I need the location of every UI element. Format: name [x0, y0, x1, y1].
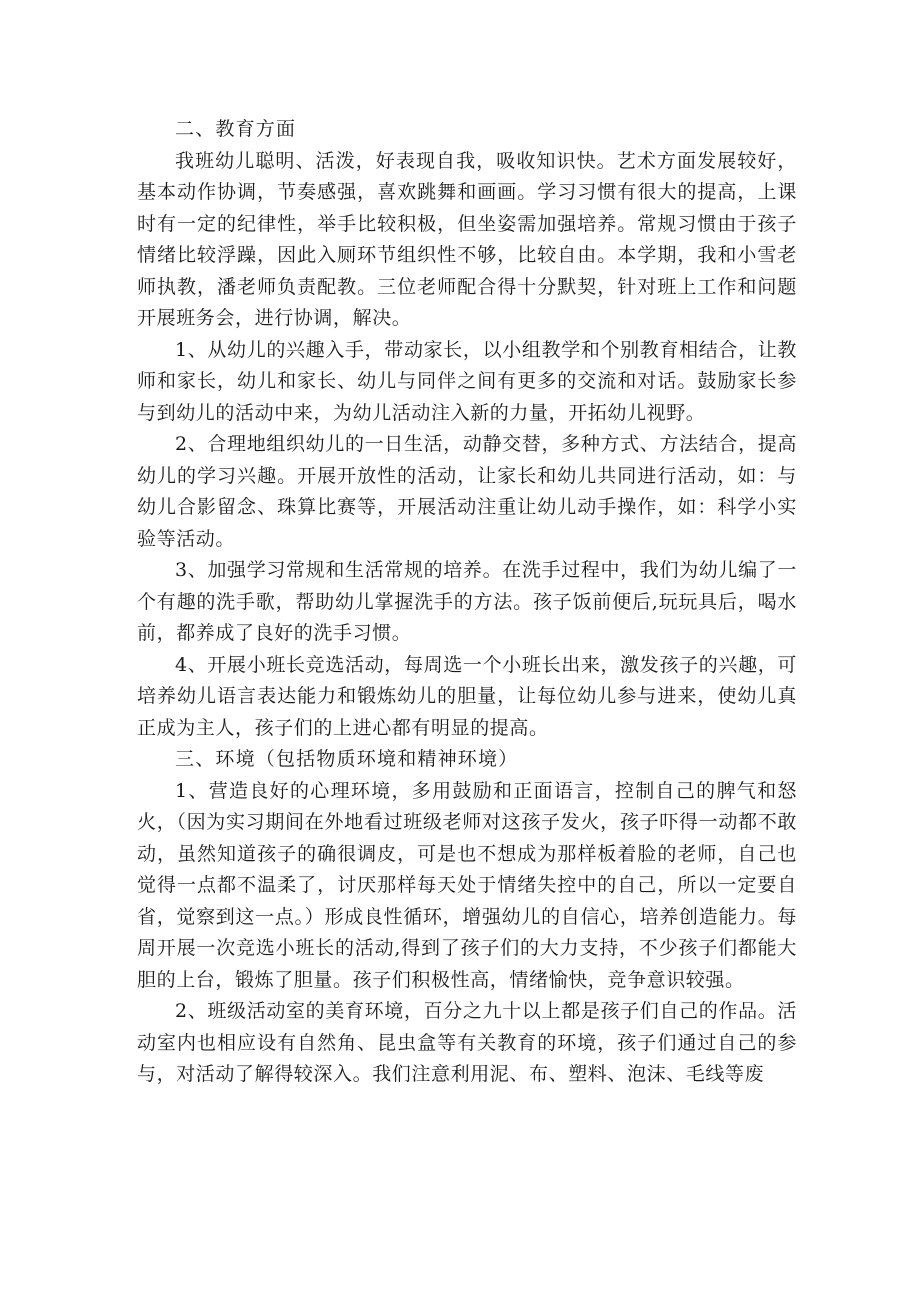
paragraph-item-4: 4、开展小班长竞选活动，每周选一个小班长出来，激发孩子的兴趣，可培养幼儿语言表达能力和锻炼幼儿的胆量，让每位幼儿参与进来，使幼儿真正成为主人，孩子们的上进心都有明显的提高。 [137, 653, 797, 739]
paragraph-item-3: 3、加强学习常规和生活常规的培养。在洗手过程中，我们为幼儿编了一个有趣的洗手歌，帮助幼儿掌握洗手的方法。孩子饭前便后,玩玩具后，喝水前，都养成了良好的洗手习惯。 [137, 559, 797, 644]
paragraph-env-item-2: 2、班级活动室的美育环境，百分之九十以上都是孩子们自己的作品。活动室内也相应设有自然角、昆虫盒等有关教育的环境，孩子们通过自己的参与，对活动了解得较深入。我们注意利用泥、布、塑料、泡沫、毛线等废 [137, 1000, 797, 1085]
document-body [137, 114, 797, 1091]
paragraph-class-overview: 我班幼儿聪明、活泼，好表现自我，吸收知识快。艺术方面发展较好，基本动作协调，节奏感强，喜欢跳舞和画画。学习习惯有很大的提高，上课时有一定的纪律性，举手比较积极，但坐姿需加强培养。常规习惯由于孩子情绪比较浮躁，因此入厕环节组织性不够，比较自由。本学期，我和小雪老师执教，潘老师负责配教。三位老师配合得十分默契，针对班上工作和问题开展班务会，进行协调，解决。 [137, 149, 797, 329]
section-heading-environment: 三、环境（包括物质环境和精神环境） [175, 748, 519, 770]
paragraph-item-2: 2、合理地组织幼儿的一日生活，动静交替，多种方式、方法结合，提高幼儿的学习兴趣。开展开放性的活动，让家长和幼儿共同进行活动，如：与幼儿合影留念、珠算比赛等，开展活动注重让幼儿动手操作，如：科学小实验等活动。 [137, 433, 797, 550]
paragraph-env-item-1: 1、营造良好的心理环境，多用鼓励和正面语言，控制自己的脾气和怒火，（因为实习期间在外地看过班级老师对这孩子发火，孩子吓得一动都不敢动，虽然知道孩子的确很调皮，可是也不想成为那样板着脸的老师，自己也觉得一点都不温柔了，讨厌那样每天处于情绪失控中的自己，所以一定要自省，觉察到这一点。）形成良性循环，增强幼儿的自信心，培养创造能力。每周开展一次竞选小班长的活动,得到了孩子们的大力支持，不少孩子们都能大胆的上台，锻炼了胆量。孩子们积极性高，情绪愉快，竞争意识较强。 [137, 779, 797, 991]
paragraph-item-1: 1、从幼儿的兴趣入手，带动家长，以小组教学和个别教育相结合，让教师和家长，幼儿和家长、幼儿与同伴之间有更多的交流和对话。鼓励家长参与到幼儿的活动中来，为幼儿活动注入新的力量，开拓幼儿视野。 [137, 338, 797, 424]
section-heading-education: 二、教育方面 [175, 118, 297, 140]
